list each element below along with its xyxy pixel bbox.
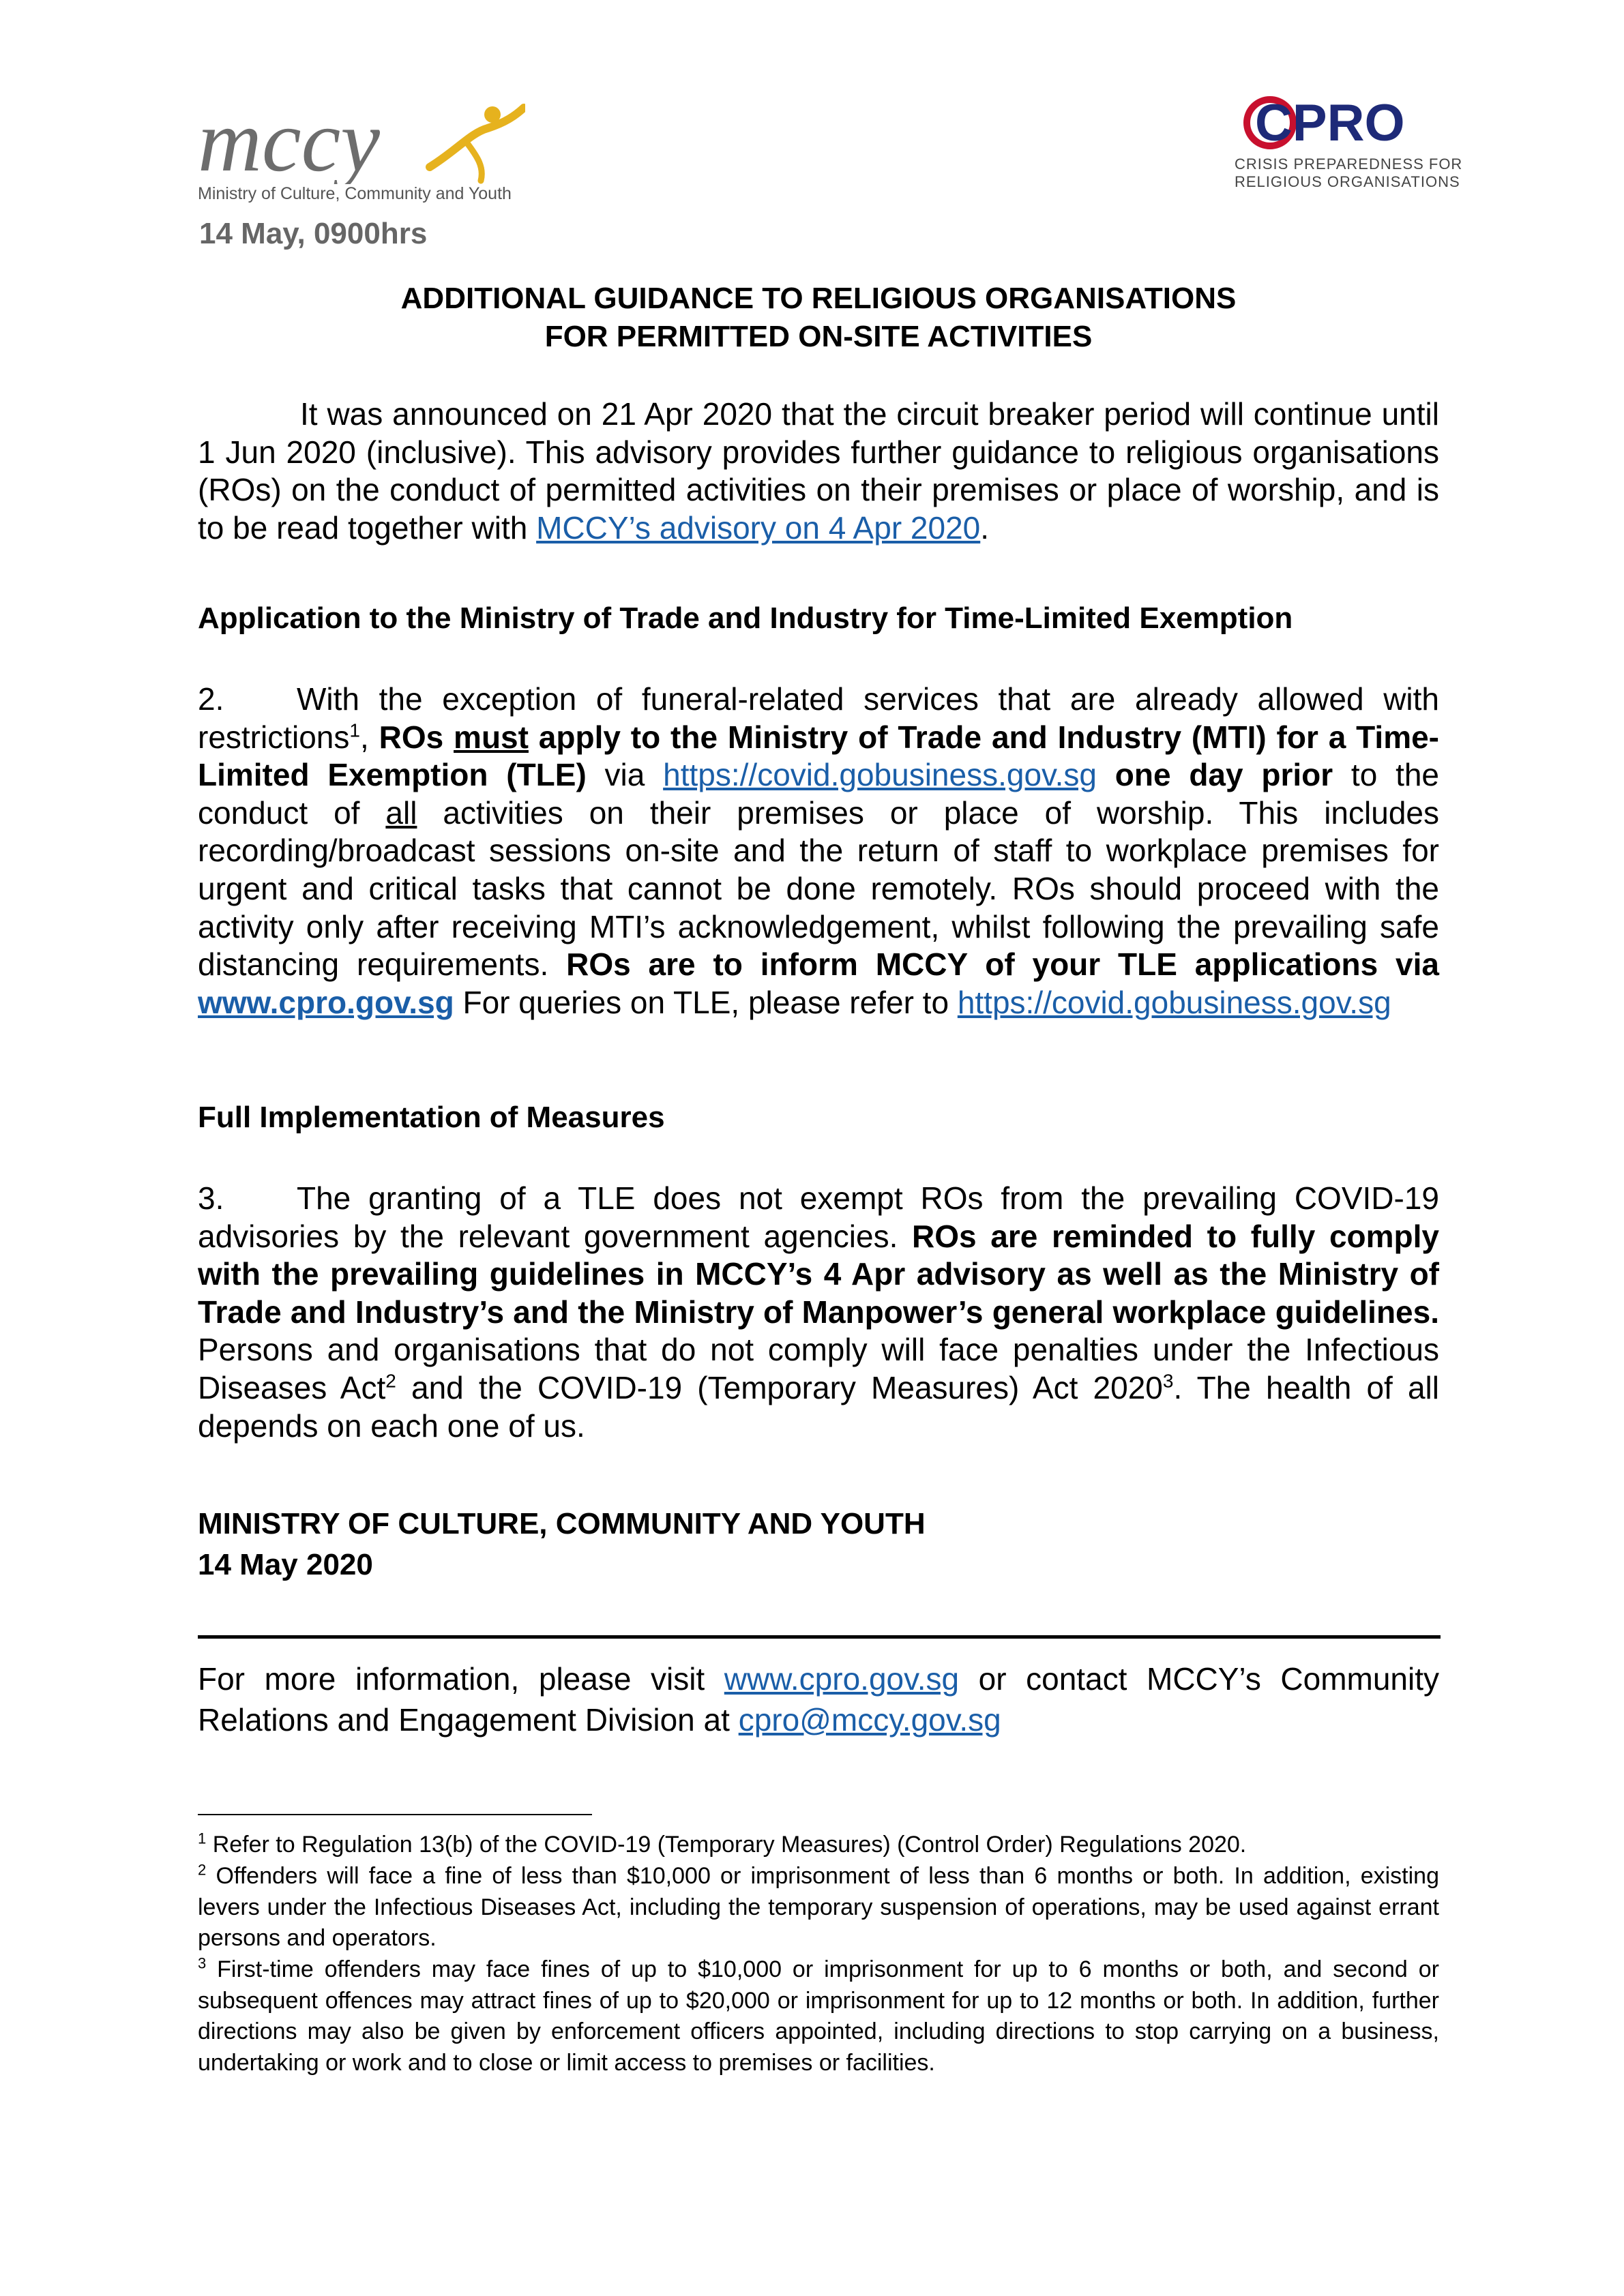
gobusiness-link-1[interactable]: https://covid.gobusiness.gov.sg <box>663 757 1097 793</box>
intro-text: It was announced on 21 Apr 2020 that the circuit breaker period will continue until 1 Jun 2020 (inclusive). This advisory provides further guidance to religious organisations (ROs) on the conduct of permitted activities on their premises or place of worship, and is to be read together with <box>198 396 1439 546</box>
divider-rule <box>198 1635 1441 1639</box>
gobusiness-link-2[interactable]: https://covid.gobusiness.gov.sg <box>957 984 1391 1020</box>
title-line-2: FOR PERMITTED ON-SITE ACTIVITIES <box>544 320 1093 353</box>
timestamp: 14 May, 0900hrs <box>199 217 428 250</box>
cpro-logo-mark <box>1235 95 1439 150</box>
cpro-tagline-line1: CRISIS PREPAREDNESS FOR <box>1235 155 1463 173</box>
footnote-1: $^1$ Refer to Regulation 13(b) of the COVID-19 (Temporary Measures) (Control Order) Regulations 2020. <box>198 1830 1247 1858</box>
cpro-link-2[interactable]: www.cpro.gov.sg <box>724 1661 960 1697</box>
footnote-ref-2: 2 <box>385 1370 396 1392</box>
mccy-advisory-link[interactable]: MCCY’s advisory on 4 Apr 2020 <box>536 509 981 546</box>
footnote-2: $^2$ Offenders will face a fine of less than $10,000 or imprisonment of less than 6 months or both. In addition, existing levers under the Infectious Diseases Act, including the temporary suspension of operations, may be used against errant persons and operators. <box>198 1861 1439 1951</box>
cpro-email-link[interactable]: cpro@mccy.gov.sg <box>738 1702 1001 1738</box>
cpro-logo <box>1235 95 1463 191</box>
mccy-logo-wordmark: mccy <box>198 102 380 184</box>
mccy-tagline: Ministry of Culture, Community and Youth <box>198 184 512 203</box>
mccy-logo-mark <box>198 102 525 184</box>
section-heading-measures: Full Implementation of Measures <box>198 1101 665 1134</box>
para-number-3: 3. <box>198 1180 224 1216</box>
para-number-2: 2. <box>198 681 224 717</box>
intro-end: . <box>980 509 990 546</box>
cpro-logo-wordmark: CPRO <box>1255 95 1405 150</box>
footnote-separator <box>198 1814 592 1815</box>
intro-paragraph <box>198 396 1439 547</box>
contact-paragraph: For more information, please visit www.cpro.gov.sg or contact MCCY’s Community Relations and Engagement Division at cpro@mccy.gov.sg <box>198 1661 1440 1738</box>
footnote-3: $^3$ First-time offenders may face fines of up to $10,000 or imprisonment for up to 6 months or both, and second or subsequent offences may attract fines of up to $20,000 or imprisonment for up to 12 months or both. In addition, further directions may also be given by enforcement officers appointed, including directions to stop carrying on a business, undertaking or work and to close or limit access to premises or facilities. <box>198 1954 1439 2076</box>
title-line-1: ADDITIONAL GUIDANCE TO RELIGIOUS ORGANISATIONS <box>400 282 1237 315</box>
signoff-org: MINISTRY OF CULTURE, COMMUNITY AND YOUTH <box>198 1507 926 1540</box>
signoff-date: 14 May 2020 <box>198 1548 373 1581</box>
section-3-paragraph: 3. The granting of a TLE does not exempt ROs from the prevailing COVID-19 advisories by the relevant government agencies. ROs are reminded to fully comply with the prevailing guidelines in MCCY’s 4 Apr advisory as well as the Ministry of Trade and Industry’s and the Ministry of Manpower’s general workplace guidelines. Persons and organisations that do not comply will face penalties under the Infectious Diseases Act$^2$ and the COVID-19 (Temporary Measures) Act 2020$^3$. The health of all depends on each one of us. <box>198 1180 1439 1444</box>
mccy-logo <box>198 102 525 205</box>
footnote-ref-1: 1 <box>349 719 360 741</box>
footnote-ref-3: 3 <box>1162 1370 1174 1392</box>
cpro-tagline-line2: RELIGIOUS ORGANISATIONS <box>1235 173 1460 190</box>
cpro-link-1[interactable]: www.cpro.gov.sg <box>198 984 454 1020</box>
section-2-paragraph: 2. With the exception of funeral-related services that are already allowed with restrictions$^1$, ROs must apply to the Ministry of Trade and Industry (MTI) for a Time-Limited Exemption (TLE) via https://covid.gobusiness.gov.sg one day prior to the conduct of all activities on their premises or place of worship. This includes recording/broadcast sessions on-site and the return of staff to workplace premises for urgent and critical tasks that cannot be done remotely. ROs should proceed with the activity only after receiving MTI’s acknowledgement, whilst following the prevailing safe distancing requirements. ROs are to inform MCCY of your TLE applications via www.cpro.gov.sg For queries on TLE, please refer to https://covid.gobusiness.gov.sg <box>198 681 1440 1020</box>
section-heading-tle: Application to the Ministry of Trade and Industry for Time-Limited Exemption <box>198 601 1293 635</box>
